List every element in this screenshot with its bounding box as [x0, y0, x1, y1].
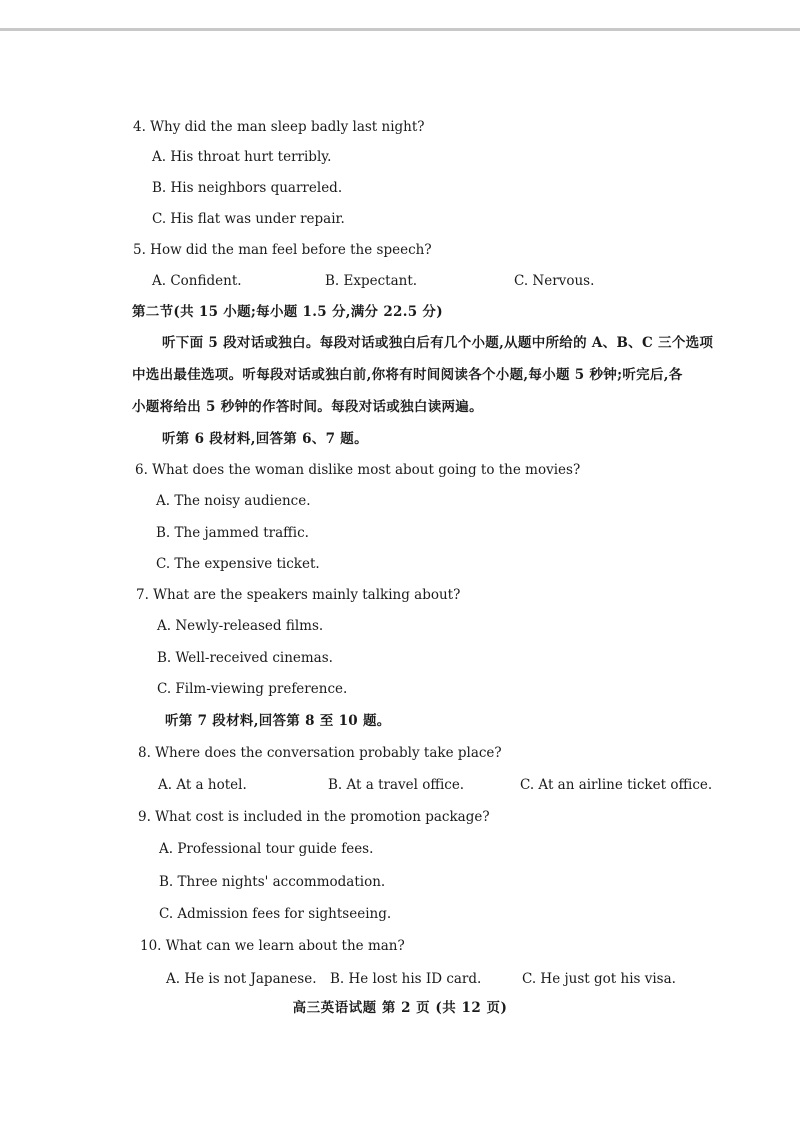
- question-4-option-b: B. His neighbors quarreled.: [152, 180, 343, 196]
- question-6-option-a: A. The noisy audience.: [156, 493, 311, 509]
- question-5-option-a: A. Confident.: [152, 273, 242, 289]
- question-10-stem: 10. What can we learn about the man?: [140, 938, 405, 954]
- question-9-option-a: A. Professional tour guide fees.: [159, 841, 374, 857]
- question-4-option-c: C. His flat was under repair.: [152, 211, 345, 227]
- question-8-option-c: C. At an airline ticket office.: [520, 777, 713, 793]
- question-5-stem: 5. How did the man feel before the speech?: [133, 242, 432, 258]
- question-6-option-c: C. The expensive ticket.: [156, 556, 320, 572]
- question-9-option-c: C. Admission fees for sightseeing.: [159, 906, 392, 922]
- page-footer: 高三英语试题 第 2 页 (共 12 页): [292, 1000, 508, 1016]
- question-5-option-c: C. Nervous.: [514, 273, 595, 289]
- question-8-stem: 8. Where does the conversation probably take place?: [138, 745, 502, 761]
- question-9-stem: 9. What cost is included in the promotion package?: [138, 809, 490, 825]
- question-9-option-b: B. Three nights' accommodation.: [159, 874, 386, 890]
- question-6-stem: 6. What does the woman dislike most about going to the movies?: [135, 462, 581, 478]
- section-instructions-line-1: 听下面 5 段对话或独白。每段对话或独白后有几个小题,从题中所给的 A、B、C 三个选项: [162, 335, 714, 351]
- section-instructions-line-2: 中选出最佳选项。听每段对话或独白前,你将有时间阅读各个小题,每小题 5 秒钟;听完后,各: [132, 367, 683, 383]
- question-7-option-a: A. Newly-released films.: [157, 618, 324, 634]
- question-7-stem: 7. What are the speakers mainly talking about?: [136, 587, 461, 603]
- question-5-option-b: B. Expectant.: [325, 273, 418, 289]
- section-heading: 第二节(共 15 小题;每小题 1.5 分,满分 22.5 分): [132, 304, 443, 320]
- section-instructions-line-3: 小题将给出 5 秒钟的作答时间。每段对话或独白读两遍。: [132, 399, 483, 415]
- question-10-option-a: A. He is not Japanese.: [166, 971, 317, 987]
- material-7-instruction: 听第 7 段材料,回答第 8 至 10 题。: [165, 713, 391, 729]
- material-6-instruction: 听第 6 段材料,回答第 6、7 题。: [162, 431, 368, 447]
- question-8-option-b: B. At a travel office.: [328, 777, 465, 793]
- question-4-option-a: A. His throat hurt terribly.: [152, 149, 332, 165]
- question-7-option-c: C. Film-viewing preference.: [157, 681, 348, 697]
- question-7-option-b: B. Well-received cinemas.: [157, 650, 333, 666]
- question-4-stem: 4. Why did the man sleep badly last night?: [133, 119, 425, 135]
- question-6-option-b: B. The jammed traffic.: [156, 525, 309, 541]
- question-10-option-c: C. He just got his visa.: [522, 971, 676, 987]
- question-10-option-b: B. He lost his ID card.: [330, 971, 482, 987]
- question-8-option-a: A. At a hotel.: [158, 777, 247, 793]
